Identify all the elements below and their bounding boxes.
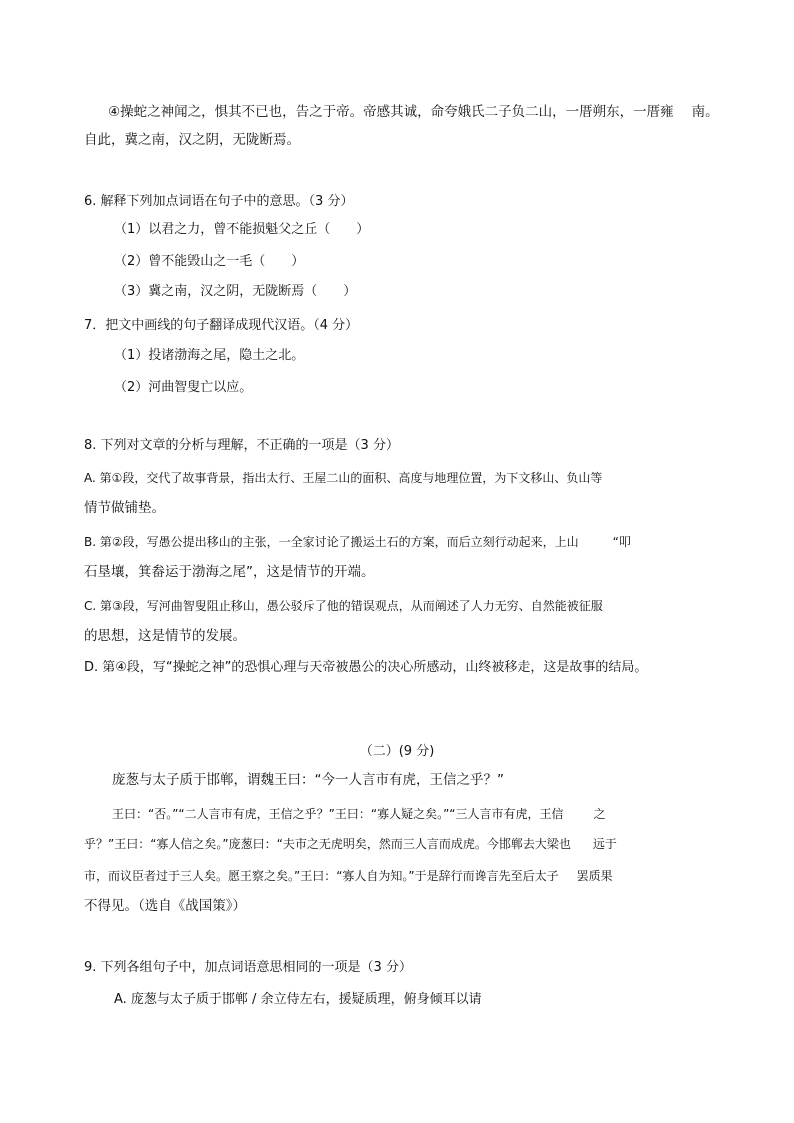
question-7-item-2: （2）河曲智叟亡以应。 bbox=[114, 380, 253, 395]
question-9-title: 9. 下列各组句子中，加点词语意思相同的一项是（3 分） bbox=[84, 960, 412, 975]
question-7-title: 7．把文中画线的句子翻译成现代汉语。（4 分） bbox=[84, 318, 359, 333]
question-8-option-a-line-1: A. 第①段，交代了故事背景，指出太行、王屋二山的面积、高度与地理位置，为下文移山、负山等 bbox=[84, 471, 603, 485]
question-8-option-b-line-2: 石垦壤，箕畚运于渤海之尾”，这是情节的开端。 bbox=[84, 564, 375, 580]
question-6-item-3: （3）冀之南，汉之阴，无陇断焉（ ） bbox=[114, 284, 357, 299]
question-8-option-a-line-2: 情节做铺垫。 bbox=[84, 500, 165, 516]
section-2-paragraph-1: 庞葱与太子质于邯郸，谓魏王曰：“今一人言市有虎，王信之乎？” bbox=[112, 772, 504, 788]
question-8-option-c-line-2: 的思想，这是情节的发展。 bbox=[84, 628, 246, 644]
passage-text: ④操蛇之神闻之，惧其不已也，告之于帝。帝感其诚，命夸娥氏二子负二山，一厝朔东，一厝雍 bbox=[108, 104, 674, 120]
question-8-option-b-line-1: B. 第②段，写愚公提出移山的主张，一全家讨论了搬运土石的方案，而后立刻行动起来，上山 “叩 bbox=[84, 535, 631, 549]
section-2-paragraph-2-line-1: 王曰：“否。”“二人言市有虎，王信之乎？”王曰：“寡人疑之矣。”“三人言市有虎，王信 之 bbox=[112, 807, 606, 821]
section-2-paragraph-2-line-2: 乎？”王曰：“寡人信之矣。”庞葱曰：“夫市之无虎明矣，然而三人言而成虎。今邯郸去大梁也 远于 bbox=[84, 837, 617, 851]
question-9-option-a: A. 庞葱与太子质于邯郸 / 余立侍左右，援疑质理，俯身倾耳以请 bbox=[114, 992, 482, 1007]
passage-line-1 bbox=[108, 102, 719, 122]
question-8-title: 8. 下列对文章的分析与理解，不正确的一项是（3 分） bbox=[84, 438, 399, 453]
question-6-item-2: （2）曾不能毁山之一毛（ ） bbox=[114, 254, 305, 269]
question-6-item-1: （1）以君之力，曾不能损魁父之丘（ ） bbox=[114, 222, 370, 237]
question-6-title: 6. 解释下列加点词语在句子中的意思。（3 分） bbox=[84, 194, 354, 209]
passage-text-tail: 南。 bbox=[691, 104, 719, 120]
section-2-paragraph-2-line-4: 不得见。（选自《战国策》） bbox=[84, 898, 246, 914]
question-8-option-c-line-1: C. 第③段，写河曲智叟阻止移山，愚公驳斥了他的错误观点，从而阐述了人力无穷、自然能被征服 bbox=[84, 599, 603, 613]
section-2-title: （二）(9 分) bbox=[359, 744, 435, 759]
passage-line-2: 自此，冀之南，汉之阴，无陇断焉。 bbox=[84, 132, 300, 148]
section-2-paragraph-2-line-3: 市，而议臣者过于三人矣。愿王察之矣。”王曰：“寡人自为知。”于是辞行而谗言先至后太子 罢质果 bbox=[84, 869, 613, 883]
question-7-item-1: （1）投诸渤海之尾，隐土之北。 bbox=[114, 348, 305, 363]
question-8-option-d: D. 第④段，写“操蛇之神”的恐惧心理与天帝被愚公的决心所感动，山终被移走，这是故事的结局。 bbox=[84, 660, 648, 675]
